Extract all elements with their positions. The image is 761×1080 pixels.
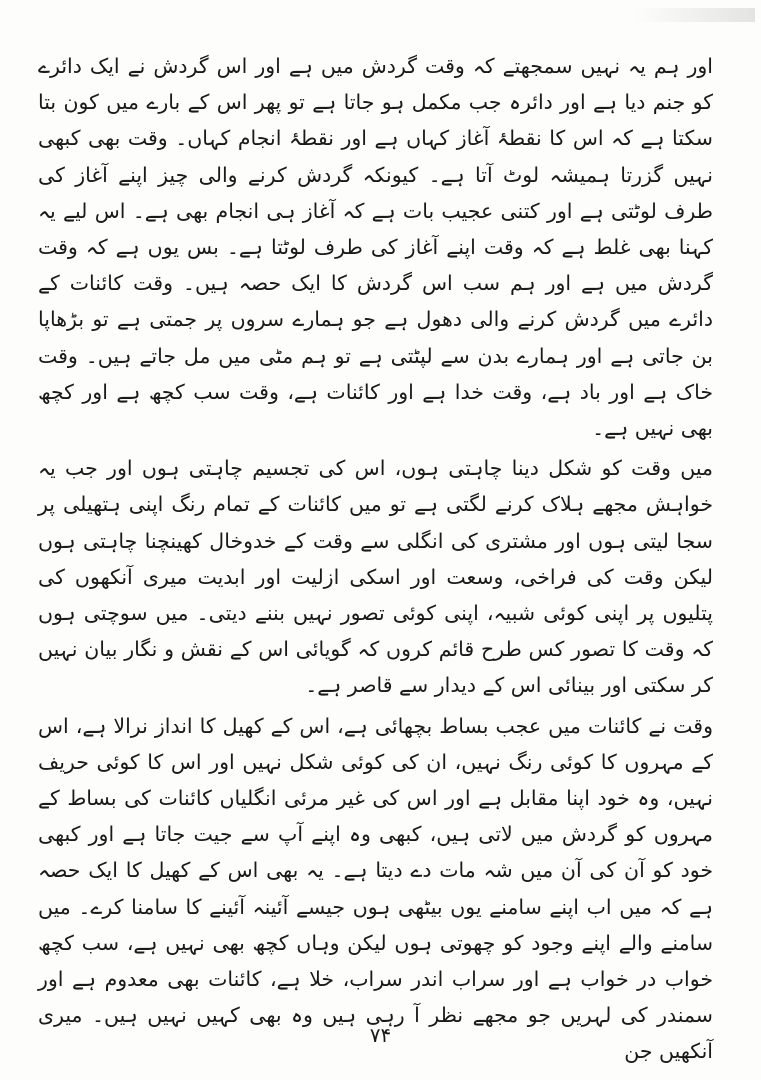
paragraph-3: وقت نے کائنات میں عجب بساط بچھائی ہے، اس کے کھیل کا انداز نرالا ہے، اس کے مہروں کا کوئی رنگ نہیں، ان کی کوئی شکل نہیں اور اس کا کوئی حریف نہیں، وہ خود اپنا مقابل ہے اور اس کی غیر مرئی انگلیاں کائنات کی بساط کے مہروں کو گردش میں لاتی ہیں، کبھی وہ اپنے آپ سے جیت جاتا ہے اور کبھی خود کو آن کی آن میں شہ مات دے دیتا ہے۔ یہ بھی اس کے کھیل کا ایک حصہ ہے کہ میں اب اپنے سامنے یوں بیٹھی ہوں جیسے آئینہ آئینے کا سامنا کرے۔ میں سامنے والے اپنے وجود کو چھوتی ہوں لیکن وہاں کچھ بھی نہیں ہے، سب کچھ خواب در خواب ہے اور سراب اندر سراب، خلا ہے، کائنات بھی معدوم ہے اور سمندر کی لہریں جو مجھے نظر آ رہی ہیں وہ بھی کہیں نہیں ہیں۔ میری آنکھیں جن (38, 713, 713, 1064)
page-body-text (38, 48, 713, 1074)
page-number: ۷۴ (369, 1023, 392, 1047)
scan-edge-shadow (635, 8, 755, 22)
paragraph-1: اور ہم یہ نہیں سمجھتے کہ وقت گردش میں ہے اور اس گردش نے ایک دائرے کو جنم دیا ہے اور دائرہ جب مکمل ہو جاتا ہے تو پھر اس کے بارے میں کون بتا سکتا ہے کہ اس کا نقطۂ آغاز کہاں ہے اور نقطۂ انجام کہاں۔ وقت بھی کبھی نہیں گزرتا ہمیشہ لوٹ آتا ہے۔ کیونکہ گردش کرنے والی چیز اپنے آغاز کی طرف لوٹتی ہے اور کتنی عجیب بات ہے کہ آغاز ہی انجام بھی ہے۔ اس لیے یہ کہنا بھی غلط ہے کہ وقت اپنے آغاز کی طرف لوٹتا ہے۔ بس یوں ہے کہ وقت گردش میں ہے اور ہم سب اس گردش کا ایک حصہ ہیں۔ وقت کائنات کے دائرے میں گردش کرنے والی دھول ہے جو ہمارے سروں پر جمتی ہے تو بڑھاپا بن جاتی ہے اور ہمارے بدن سے لپٹتی ہے تو ہم مٹی میں مل جاتے ہیں۔ وقت خاک ہے اور باد ہے، وقت خدا ہے اور کائنات ہے، وقت سب کچھ ہے اور کچھ بھی نہیں ہے۔ (38, 54, 713, 441)
paragraph-2: میں وقت کو شکل دینا چاہتی ہوں، اس کی تجسیم چاہتی ہوں اور جب یہ خواہش مجھے ہلاک کرنے لگتی ہے تو میں کائنات کے تمام رنگ اپنی ہتھیلی پر سجا لیتی ہوں اور مشتری کی انگلی سے وقت کے خدوخال کھینچنا چاہتی ہوں لیکن وقت کی فراخی، وسعت اور اسکی ازلیت اور ابدیت میری آنکھوں کی پتلیوں پر اپنی کوئی شبیہ، اپنی کوئی تصور نہیں بننے دیتی۔ میں سوچتی ہوں کہ وقت کا تصور کس طرح قائم کروں کہ گویائی اس کے نقش و نگار بیان نہیں کر سکتی اور بینائی اس کے دیدار سے قاصر ہے۔ (38, 456, 713, 698)
